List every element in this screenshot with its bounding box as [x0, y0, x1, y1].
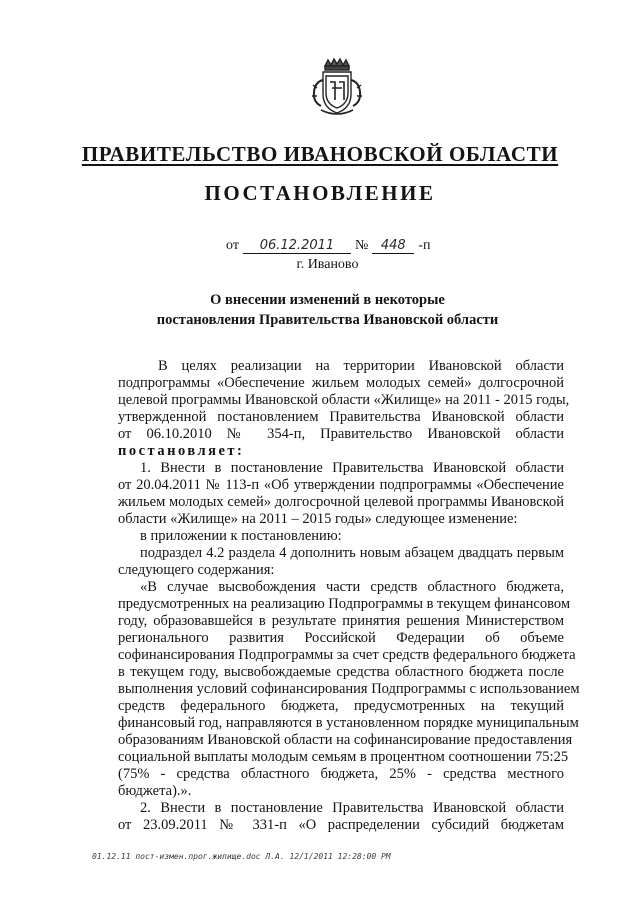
document-subject	[0, 290, 640, 330]
number-suffix: -п	[418, 238, 431, 253]
subject-line: О внесении изменений в некоторые	[210, 292, 445, 308]
body-line: от 06.10.2010 № 354-п, Правительство Ивановской области	[118, 426, 564, 442]
body-line: предусмотренных на реализацию Подпрограммы в текущем финансовом	[118, 596, 570, 612]
document-date: 06.12.2011	[243, 238, 351, 254]
date-prefix: от	[226, 238, 239, 253]
coat-of-arms-icon	[311, 58, 363, 116]
body-line: целевой программы Ивановской области «Жилище» на 2011 - 2015 годы,	[118, 392, 570, 408]
body-line: социальной выплаты молодым семьям в процентном соотношении 75:25	[118, 749, 569, 765]
date-number-line	[226, 238, 430, 254]
body-line: постановляет:	[118, 443, 245, 459]
body-line: утвержденной постановлением Правительства Ивановской области	[118, 409, 564, 425]
document-type-title: ПОСТАНОВЛЕНИЕ	[204, 181, 436, 205]
body-line: в текущем году, высвобождаемые средства областного бюджета после	[118, 664, 564, 680]
body-line: области «Жилище» на 2011 – 2015 годы» следующее изменение:	[118, 511, 518, 527]
body-line: 2. Внести в постановление Правительства Ивановской области	[140, 800, 564, 816]
body-line: образованиям Ивановской области на софинансирование предоставления	[118, 732, 573, 748]
body-line: (75% - средства областного бюджета, 25% - средства местного	[118, 766, 564, 782]
body-line: регионального развития Российской Федерации об объеме	[118, 630, 564, 646]
body-line: от 23.09.2011 № 331-п «О распределении субсидий бюджетам	[118, 817, 564, 833]
number-sign: №	[354, 238, 369, 253]
body-line: подраздел 4.2 раздела 4 дополнить новым абзацем двадцать первым	[140, 545, 564, 561]
document-number: 448	[372, 238, 414, 254]
body-line: софинансирования Подпрограммы за счет средств федерального бюджета	[118, 647, 576, 663]
body-line: В целях реализации на территории Ивановской области	[158, 358, 564, 374]
body-line: в приложении к постановлению:	[140, 528, 342, 544]
subject-line: постановления Правительства Ивановской области	[156, 312, 499, 328]
body-line: выполнения условий софинансирования Подпрограммы с использованием	[118, 681, 580, 697]
city-label: г. Иваново	[296, 257, 359, 272]
organization-title: ПРАВИТЕЛЬСТВО ИВАНОВСКОЙ ОБЛАСТИ	[81, 142, 559, 166]
body-line: жильем молодых семей» долгосрочной целевой программы Ивановской	[118, 494, 564, 510]
body-line: «В случае высвобождения части средств областного бюджета,	[140, 579, 564, 595]
body-line: 1. Внести в постановление Правительства Ивановской области	[140, 460, 564, 476]
body-line: году, образовавшейся в результате принятия решения Министерством	[118, 613, 564, 629]
file-stamp-footer: 01.12.11 пост-измен.прог.жилище.doc Л.А. 12/1/2011 12:28:00 PM	[92, 852, 391, 861]
body-line: от 20.04.2011 № 113-п «Об утверждении подпрограммы «Обеспечение	[118, 477, 564, 493]
body-line: подпрограммы «Обеспечение жильем молодых семей» долгосрочной	[118, 375, 564, 391]
body-line: следующего содержания:	[118, 562, 275, 578]
body-line: бюджета).».	[118, 783, 192, 799]
body-line: средств федерального бюджета, предусмотренных на текущий	[118, 698, 564, 714]
body-line: финансовый год, направляются в установленном порядке муниципальным	[118, 715, 579, 731]
